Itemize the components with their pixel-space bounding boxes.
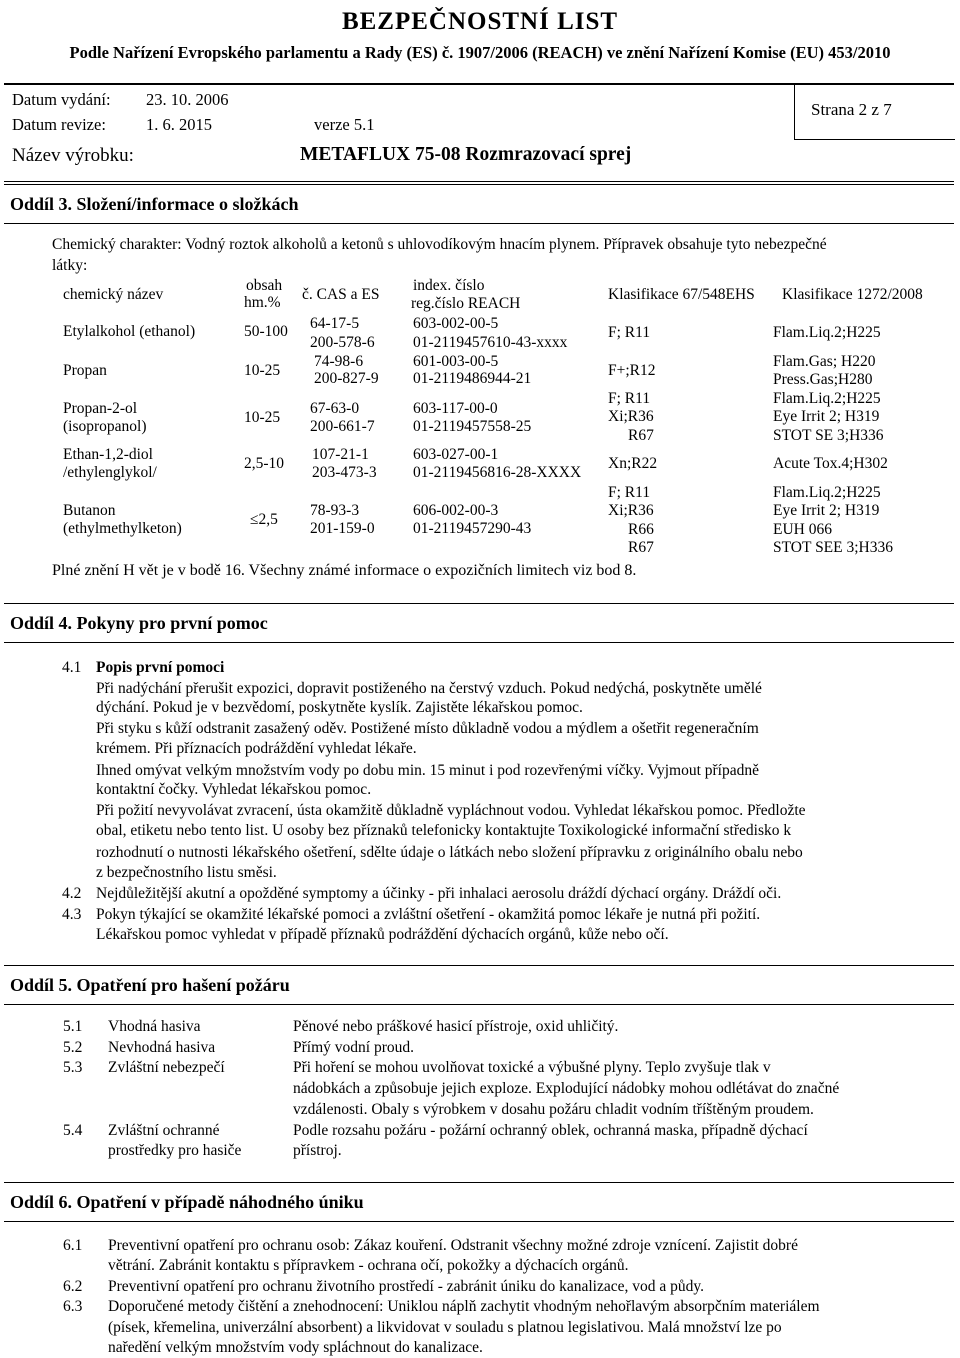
item-5-4-text: přístroj. [293,1142,342,1159]
row2-class-1272: Flam.Gas; H220 [773,353,876,370]
item-4-3-number: 4.3 [62,906,82,923]
revision-date: 1. 6. 2015 [146,115,212,134]
first-aid-line: rozhodnutí o nutnosti lékařského ošetření, sdělte údaje o látkách nebo složení přípravku z originálního obalu nebo [96,844,803,861]
sec3-note: Plné znění H vět je v bodě 16. Všechny známé informace o expozičních limitech viz bod 8. [52,562,637,579]
first-aid-line: z bezpečnostního listu směsi. [96,864,277,881]
row4-name-alt: /ethylenglykol/ [63,464,157,481]
th-reach: reg.číslo REACH [411,295,521,312]
item-6-1-text: větrání. Zabránit kontaktu s přípravkem - ochrana očí, pokožky a dýchacích orgánů. [108,1257,629,1274]
row1-content: 50-100 [244,323,288,340]
row3-name: Propan-2-ol [63,400,138,417]
item-5-2-label: Nevhodná hasiva [108,1039,216,1056]
product-name: METAFLUX 75-08 Rozmrazovací sprej [300,144,632,165]
row3-class-67: F; R11 [608,390,651,407]
first-aid-line: obal, etiketu nebo tento list. U osoby bez příznaků telefonicky kontaktujte Toxikologické informační středisko k [96,822,792,839]
row4-name: Ethan-1,2-diol [63,446,153,463]
row2-reach: 01-2119486944-21 [413,370,532,387]
first-aid-line: Ihned omývat velkým množstvím vody po dobu min. 15 minut i pod rozevřenými víčky. Vyjmout případně [96,762,759,779]
row5-name: Butanon [63,502,116,519]
section-5-header [4,965,954,1005]
row2-class-67: F+;R12 [608,362,656,379]
row5-name-alt: (ethylmethylketon) [63,520,182,537]
section-6-title: Oddíl 6. Opatření v případě náhodného úniku [10,1192,364,1212]
row1-es: 200-578-6 [310,334,375,351]
th-content: obsah [246,277,283,294]
item-6-3-text: naředění velkým množstvím vody spláchnout do kanalizace. [108,1339,483,1356]
row2-name: Propan [63,362,107,379]
item-4-2-number: 4.2 [62,885,82,902]
row5-cas: 78-93-3 [310,502,360,519]
item-4-2-text: Nejdůležitější akutní a opožděné symptomy a účinky - při inhalaci aerosolu dráždí dýchací orgány. Dráždí oči. [96,885,782,902]
item-4-1-heading: Popis první pomoci [96,659,225,676]
page-number: Strana 2 z 7 [811,100,892,119]
row4-reach: 01-2119456816-28-XXXX [413,464,582,481]
version: verze 5.1 [314,115,375,134]
section-3-title: Oddíl 3. Složení/informace o složkách [10,194,299,214]
th-class-1272: Klasifikace 1272/2008 [782,286,923,303]
item-4-3-text-cont: Lékařskou pomoc vyhledat v případě příznaků podráždění dýchacích orgánů, kůže nebo očí. [96,926,669,943]
row3-index: 603-117-00-0 [413,400,498,417]
row2-es: 200-827-9 [314,370,379,387]
row5-class-67-4: R67 [628,539,654,556]
row4-cas: 107-21-1 [312,446,369,463]
item-5-4-number: 5.4 [63,1122,83,1139]
row2-content: 10-25 [244,362,281,379]
row4-content: 2,5-10 [244,455,285,472]
row2-class-1272-2: Press.Gas;H280 [773,371,873,388]
row4-index: 603-027-00-1 [413,446,499,463]
row5-class-67-3: R66 [628,521,654,538]
th-chemical-name: chemický název [63,286,164,303]
issue-date: 23. 10. 2006 [146,90,229,109]
row1-index: 603-002-00-5 [413,315,499,332]
row5-index: 606-002-00-3 [413,502,499,519]
sec3-intro-cont: látky: [52,257,88,274]
row3-class-1272: Flam.Liq.2;H225 [773,390,881,407]
row1-name: Etylalkohol (ethanol) [63,323,196,340]
row3-class-67-3: R67 [628,427,654,444]
sec3-intro: Chemický charakter: Vodný roztok alkoholů a ketonů s uhlovodíkovým hnacím plynem. Přípravek obsahuje tyto nebezpečné [52,236,827,253]
item-5-4-label-cont: prostředky pro hasiče [108,1142,242,1159]
row1-class-67: F; R11 [608,324,651,341]
row3-cas: 67-63-0 [310,400,360,417]
item-5-1-text: Pěnové nebo práškové hasicí přístroje, oxid uhličitý. [293,1018,619,1035]
item-5-3-number: 5.3 [63,1059,83,1076]
item-5-3-text: vzdálenosti. Obaly s výrobkem v dosahu požáru chladit vodním tříštěným proudem. [293,1101,814,1118]
item-4-1-number: 4.1 [62,659,82,676]
item-6-3-text: (písek, křemelina, univerzální absorbent) a likvidovat v souladu s platnou legislativou. Malá množství lze po [108,1319,782,1336]
row5-class-67-2: Xi;R36 [608,502,654,519]
item-4-3-text: Pokyn týkající se okamžité lékařské pomoci a zvláštní ošetření - okamžitá pomoc lékaře je nutná při požití. [96,906,761,923]
row4-es: 203-473-3 [312,464,377,481]
row1-class-1272: Flam.Liq.2;H225 [773,324,881,341]
item-5-3-text: Při hoření se mohou uvolňovat toxické a výbušné plyny. Teplo zvyšuje tlak v [293,1059,771,1076]
item-6-2-text: Preventivní opatření pro ochranu životního prostředí - zabránit úniku do kanalizace, vod a půdy. [108,1278,704,1295]
row5-class-1272-2: Eye Irrit 2; H319 [773,502,880,519]
first-aid-line: kontaktní čočky. Vyhledat lékařskou pomoc. [96,781,372,798]
row4-class-1272: Acute Tox.4;H302 [773,455,888,472]
item-5-4-label: Zvláštní ochranné [108,1122,220,1139]
row5-class-67: F; R11 [608,484,651,501]
section-3-header [4,184,954,224]
th-cas: č. CAS a ES [302,286,380,303]
section-5-title: Oddíl 5. Opatření pro hašení požáru [10,975,290,995]
row5-reach: 01-2119457290-43 [413,520,532,537]
row2-cas: 74-98-6 [314,353,364,370]
row5-content: ≤2,5 [250,511,278,528]
th-index: index. číslo [413,277,485,294]
first-aid-line: dýchání. Pokud je v bezvědomí, poskytněte kyslík. Zajistěte lékařskou pomoc. [96,699,583,716]
row3-class-1272-3: STOT SE 3;H336 [773,427,884,444]
row1-cas: 64-17-5 [310,315,360,332]
row3-content: 10-25 [244,409,281,426]
row5-class-1272-3: EUH 066 [773,521,832,538]
row5-es: 201-159-0 [310,520,375,537]
item-6-1-number: 6.1 [63,1237,83,1254]
item-6-3-text: Doporučené metody čištění a znehodnocení: Uniklou náplň zachytit vhodným nehořlavým absorpčním materiálem [108,1298,820,1315]
revision-date-label: Datum revize: [12,115,106,134]
first-aid-line: Při požití nevyvolávat zvracení, ústa okamžitě důkladně vypláchnout vodou. Vyhledat lékařskou pomoc. Předložte [96,802,806,819]
th-class-67: Klasifikace 67/548EHS [608,286,755,303]
section-4-header [4,603,954,643]
first-aid-line: Při nadýchání přerušit expozici, dopravit postiženého na čerstvý vzduch. Pokud nedýchá, poskytněte umělé [96,680,762,697]
issue-date-label: Datum vydání: [12,90,111,109]
row4-class-67: Xn;R22 [608,455,658,472]
row3-reach: 01-2119457558-25 [413,418,532,435]
row5-class-1272-4: STOT SEE 3;H336 [773,539,893,556]
row1-reach: 01-2119457610-43-xxxx [413,334,568,351]
product-label: Název výrobku: [12,145,134,166]
row2-index: 601-003-00-5 [413,353,499,370]
document-title: BEZPEČNOSTNÍ LIST [341,8,619,35]
row3-class-67-2: Xi;R36 [608,408,654,425]
row3-class-1272-2: Eye Irrit 2; H319 [773,408,880,425]
item-6-2-number: 6.2 [63,1278,83,1295]
page-number-box [794,83,955,140]
item-5-1-label: Vhodná hasiva [108,1018,201,1035]
item-6-1-text: Preventivní opatření pro ochranu osob: Zákaz kouření. Odstranit všechny možné zdroje vznícení. Zajistit dobré [108,1237,798,1254]
item-5-2-number: 5.2 [63,1039,83,1056]
item-5-3-text: nádobkách a způsobuje jejich exploze. Explodující nádobky mohou odlétávat do značné [293,1080,840,1097]
item-5-3-label: Zvláštní nebezpečí [108,1059,225,1076]
first-aid-line: krémem. Při příznacích podráždění vyhledat lékaře. [96,740,417,757]
regulation-subtitle: Podle Nařízení Evropského parlamentu a Rady (ES) č. 1907/2006 (REACH) ve znění Nařízení Komise (EU) 453/2010 [69,43,891,62]
row3-name-alt: (isopropanol) [63,418,147,435]
section-6-header [4,1182,954,1222]
row5-class-1272: Flam.Liq.2;H225 [773,484,881,501]
th-content-unit: hm.% [244,294,281,311]
item-5-2-text: Přímý vodní proud. [293,1039,414,1056]
first-aid-line: Při styku s kůží odstranit zasažený oděv. Postižené místo důkladně vodou a mýdlem a ošetřit regeneračním [96,720,759,737]
row3-es: 200-661-7 [310,418,375,435]
section-4-title: Oddíl 4. Pokyny pro první pomoc [10,613,268,633]
item-6-3-number: 6.3 [63,1298,83,1315]
item-5-4-text: Podle rozsahu požáru - požární ochranný oblek, ochranná maska, případně dýchací [293,1122,808,1139]
item-5-1-number: 5.1 [63,1018,83,1035]
